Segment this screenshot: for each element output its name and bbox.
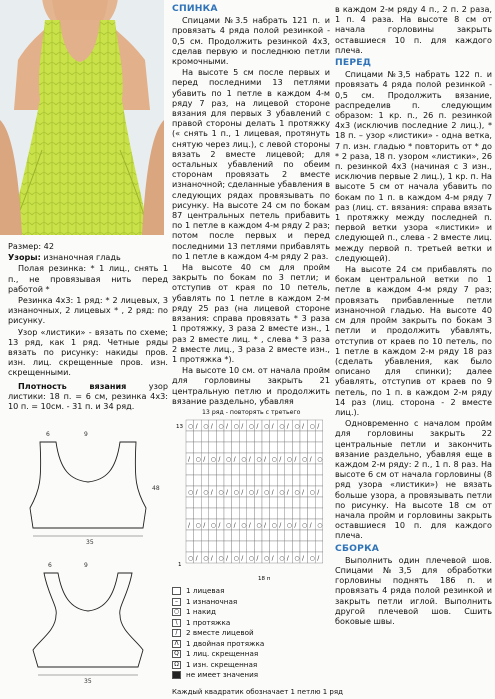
chart-cell	[277, 442, 285, 453]
skp-symbol-icon: \	[172, 619, 181, 627]
chart-symbol: ○	[279, 423, 285, 430]
chart-cell	[209, 442, 217, 453]
chart-symbol: ○	[195, 456, 201, 463]
back-p4: На высоте 10 см. от начала пройм для горловины закрыть 21 центральную петлю и продолжить вязание раздельно, убавляя	[172, 365, 330, 406]
chart-symbol: ○	[188, 555, 194, 562]
chart-cell	[277, 464, 285, 475]
chart-cell	[247, 497, 255, 508]
chart-cell	[254, 442, 262, 453]
chart-cell	[292, 508, 300, 519]
chart-cell	[216, 442, 224, 453]
chart-symbol: ○	[294, 489, 300, 496]
chart-cell	[239, 475, 247, 486]
chart-symbol: /	[248, 456, 251, 463]
chart-symbol: ○	[203, 555, 209, 562]
chart-symbol: ○	[302, 522, 308, 529]
legend-item: ○ 1 накид	[173, 607, 216, 616]
chart-symbol: ○	[309, 555, 315, 562]
chart-cell	[201, 442, 209, 453]
chart-cell	[232, 442, 240, 453]
chart-symbol: ○	[264, 489, 270, 496]
chart-symbol: /	[264, 522, 267, 529]
chart-symbol: ○	[309, 489, 315, 496]
chart-symbol: ○	[302, 456, 308, 463]
chart-cell	[315, 497, 323, 508]
chart-symbol: /	[248, 522, 251, 529]
chart-symbol: /	[203, 456, 206, 463]
chart-cell	[292, 442, 300, 453]
chart-symbol: /	[241, 489, 244, 496]
chart-symbol: /	[302, 423, 305, 430]
chart-cell	[285, 475, 293, 486]
chart-cell	[262, 464, 270, 475]
chart-symbol: ○	[271, 456, 277, 463]
chart-cell	[201, 530, 209, 541]
knit-symbol-icon	[172, 587, 181, 595]
chart-symbol: /	[210, 489, 213, 496]
chart-symbol: ○	[317, 522, 323, 529]
chart-cell	[239, 442, 247, 453]
chart-cell	[315, 475, 323, 486]
chart-symbol: /	[210, 555, 213, 562]
size-line: Размер: 42	[8, 241, 54, 251]
chart-symbol: ○	[264, 555, 270, 562]
chart-cell	[201, 475, 209, 486]
chart-cell	[186, 508, 194, 519]
chart-symbol: ○	[233, 555, 239, 562]
back-continuation: в каждом 2-м ряду 4 п., 2 п. 2 раза, 1 п. 4 раза. На высоте 8 см от начала горловины закрыть оставшиеся 10 п. для каждого плеча.	[335, 4, 492, 55]
chart-cell	[216, 497, 224, 508]
chart-symbol: /	[302, 489, 305, 496]
chart-symbol: /	[294, 522, 297, 529]
chart-symbol: ○	[218, 423, 224, 430]
front-p1: Спицами №3,5 набрать 122 п. и провязать 4 ряда полой резинкой - 0,5 см. Продолжить вязание, распределив п. следующим образом: 1 кр. п., 26 п. резинкой 4х3 (исключив последние 2 лиц.), * 18 п. – узор «листики» - одна ветка, 7 п. изн. гладью * повторить от * до * 2 раза, 18 п. узором «листики», 26 п. резинкой 4х3 (начиная с 3 изн., исключив первые 2 лиц.), 1 кр. п. На высоте 5 см от начала убавить по бокам по 1 п. в каждом 4-м ряду 7 раз (лиц. ст. вязания: справа вязать 1 протяжку между последней п. первой ветки узора «листики» и следующей п., слева - 2 вместе лиц. между первой п. третьей ветки и следующей).	[335, 69, 493, 263]
chart-symbol: /	[271, 489, 274, 496]
chart-cell	[270, 431, 278, 442]
chart-symbol: /	[188, 456, 191, 463]
chart-width-label: 18 п	[258, 576, 271, 582]
chart-cell	[315, 431, 323, 442]
chart-cell	[308, 541, 316, 552]
chart-title: 13 ряд - повторять с третьего	[202, 409, 301, 416]
chart-symbol: ○	[210, 456, 217, 463]
chart-cell	[201, 431, 209, 442]
chart-cell	[239, 530, 247, 541]
chart-cell	[300, 431, 308, 442]
chart-cell	[247, 431, 255, 442]
chart-cell	[247, 541, 255, 552]
back-title: СПИНКА	[172, 3, 218, 14]
chart-cell	[277, 431, 285, 442]
chart-symbol: /	[241, 555, 244, 562]
chart-symbol: ○	[279, 555, 285, 562]
legend-item: не имеет значения	[172, 670, 334, 681]
chart-symbol: /	[271, 423, 274, 430]
chart-row-top: 13	[176, 424, 183, 430]
chart-cell	[216, 541, 224, 552]
chart-cell	[239, 464, 247, 475]
chart-cell	[308, 442, 316, 453]
chart-cell	[239, 431, 247, 442]
chart-cell	[285, 530, 293, 541]
chart-cell	[292, 464, 300, 475]
chart-cell	[300, 475, 308, 486]
chart-cell	[300, 541, 308, 552]
chart-symbol: ○	[248, 555, 255, 562]
chart-cell	[247, 475, 255, 486]
chart-symbol: ○	[233, 423, 239, 430]
back-schematic	[8, 420, 168, 550]
chart-symbol: ○	[271, 522, 277, 529]
chart-cell	[209, 508, 217, 519]
knitted-top-illustration	[0, 0, 164, 235]
chart-cell	[232, 475, 240, 486]
chart-cell	[224, 497, 232, 508]
chart-cell	[315, 530, 323, 541]
chart-cell	[254, 475, 262, 486]
chart-symbol: ○	[256, 456, 262, 463]
left-column	[8, 241, 168, 412]
chart-symbol: ○	[233, 489, 239, 496]
chart-symbol: /	[317, 423, 320, 430]
chart-cell	[270, 530, 278, 541]
chart-symbol: /	[294, 456, 297, 463]
chart-symbol: ○	[210, 522, 217, 529]
chart-cell	[209, 541, 217, 552]
chart-cell	[300, 530, 308, 541]
chart-symbol: ○	[241, 522, 247, 529]
front-neck-label: 9	[84, 562, 88, 569]
chart-symbol: /	[286, 489, 289, 496]
chart-cell	[270, 464, 278, 475]
chart-cell	[186, 475, 194, 486]
chart-cell	[254, 431, 262, 442]
chart-cell	[216, 475, 224, 486]
chart-symbol: ○	[188, 489, 194, 496]
chart-cell	[262, 475, 270, 486]
chart-cell	[292, 475, 300, 486]
chart-cell	[277, 530, 285, 541]
chart-cell	[277, 508, 285, 519]
chart-cell	[262, 442, 270, 453]
chart-symbol: /	[271, 555, 274, 562]
chart-symbol: ○	[195, 522, 201, 529]
chart-cell	[224, 464, 232, 475]
chart-symbol: /	[195, 423, 198, 430]
back-neck-label: 9	[84, 431, 88, 438]
chart-cell	[201, 541, 209, 552]
chart-cell	[194, 497, 202, 508]
chart-cell	[209, 464, 217, 475]
chart-cell	[254, 541, 262, 552]
chart-cell	[194, 442, 202, 453]
chart-cell	[201, 508, 209, 519]
chart-cell	[315, 464, 323, 475]
chart-symbol: ○	[226, 456, 232, 463]
chart-cell	[209, 475, 217, 486]
chart-symbol: /	[233, 522, 236, 529]
front-p2: На высоте 24 см прибавлять по бокам центральной ветки по 1 петле в каждом 4-м ряду 7 раз; провязать прибавленные петли изнаночной гладью. На высоте 40 см для пройм закрыть по бокам 3 петли и продолжить убавлять, отступив от краев по 10 петель, по 1 петле в каждом 2-м ряду 18 раз (сделать убавления, как было описано для спинки); далее убавлять, отступив от краев по 9 петель, по 1 п. в каждом 2-м ряду 14 раз (лиц. сторона - 2 вместе лиц.).	[335, 264, 492, 417]
back-p2: На высоте 5 см после первых и перед последними 13 петлями убавить по 1 петле в каждом 4-м ряду 7 раз, на лицевой стороне вязания для первых 3 убавлений с правой стороны делать 1 протяжку (« снять 1 п., 1 лицевая, протянуть снятую через лиц.), с левой стороны вязать 2 вместе лицевой; для остальных убавлений по обеим сторонам провязать 2 вместе изнаночной; сделанные убавления в следующих рядах провязывать по рисунку. На высоте 24 см по бокам 87 центральных петель прибавить по 1 петле в каждом 4-м ряду 2 раз; потом после первых и перед последними 13 петлями прибавлять по 1 петле в каждом 4-м ряду 2 раз.	[172, 67, 330, 261]
chart-cell	[239, 541, 247, 552]
chart-symbol: /	[309, 456, 312, 463]
chart-cell	[194, 464, 202, 475]
chart-cell	[224, 508, 232, 519]
chart-cell	[308, 431, 316, 442]
chart-cell	[285, 442, 293, 453]
legend-item: Q 1 лиц. скрещенная	[172, 649, 334, 660]
chart-cell	[254, 497, 262, 508]
chart-cell	[254, 530, 262, 541]
front-title: ПЕРЕД	[335, 57, 372, 69]
chart-symbol: /	[317, 489, 320, 496]
chart-cell	[308, 508, 316, 519]
chart-symbol: /	[226, 489, 229, 496]
k2tog-symbol-icon: /	[172, 629, 181, 637]
chart-cell	[300, 464, 308, 475]
chart-cell	[315, 508, 323, 519]
front-shoulder-label: 6	[48, 562, 52, 569]
chart-cell	[216, 530, 224, 541]
chart-symbol: ○	[294, 423, 300, 430]
chart-symbol: ○	[226, 522, 232, 529]
chart-cell	[285, 431, 293, 442]
chart-cell	[186, 442, 194, 453]
chart-cell	[201, 497, 209, 508]
chart-cell	[209, 530, 217, 541]
chart-cell	[315, 442, 323, 453]
chart-cell	[270, 541, 278, 552]
chart-symbol: ○	[218, 489, 224, 496]
chart-symbol: /	[195, 489, 198, 496]
chart-symbol: /	[188, 522, 191, 529]
chart-cell	[209, 497, 217, 508]
purl-symbol-icon: –	[172, 598, 181, 606]
chart-cell	[254, 508, 262, 519]
chart-cell	[308, 497, 316, 508]
legend-item: – 1 изнаночная	[172, 597, 334, 608]
chart-symbol: ○	[279, 489, 285, 496]
chart-symbol: ○	[218, 555, 224, 562]
chart-symbol: ○	[309, 423, 315, 430]
chart-cell	[277, 497, 285, 508]
assembly-title: СБОРКА	[335, 542, 380, 554]
yarn-over-symbol-icon: ○	[173, 608, 180, 616]
chart-cell	[308, 475, 316, 486]
chart-symbol: /	[309, 522, 312, 529]
back-shoulder-label: 6	[46, 431, 50, 438]
legend-item: Ω 1 изн. скрещенная	[172, 660, 334, 671]
chart-symbol: /	[256, 423, 259, 430]
chart-cell	[308, 530, 316, 541]
chart-cell	[270, 497, 278, 508]
chart-cell	[194, 475, 202, 486]
chart-cell	[308, 464, 316, 475]
chart-symbol: /	[226, 555, 229, 562]
chart-symbol: /	[226, 423, 229, 430]
density-paragraph: Плотность вязания узор листики: 18 п. = 6 см, резинка 4х3: 10 п. = 10см. - 31 п. и 34 ряд.	[8, 380, 168, 412]
chart-symbol: ○	[317, 456, 323, 463]
chart-cell	[232, 497, 240, 508]
chart-cell	[262, 431, 270, 442]
twisted-knit-symbol-icon: Q	[172, 650, 181, 658]
chart-cell	[224, 541, 232, 552]
chart-symbol: ○	[286, 522, 293, 529]
chart-symbol: /	[302, 555, 305, 562]
chart-symbol: /	[218, 456, 221, 463]
chart-cell	[232, 431, 240, 442]
chart-cell	[224, 431, 232, 442]
chart-cell	[224, 442, 232, 453]
no-stitch-symbol-icon	[172, 671, 181, 679]
chart-symbol: /	[256, 555, 259, 562]
chart-cell	[186, 464, 194, 475]
chart-cell	[277, 541, 285, 552]
chart-symbol: /	[203, 522, 206, 529]
chart-symbol: ○	[241, 456, 247, 463]
chart-legend	[172, 586, 334, 681]
chart-cell	[262, 541, 270, 552]
chart-cell	[285, 464, 293, 475]
chart-grid	[172, 406, 330, 586]
chart-cell	[262, 497, 270, 508]
chart-cell	[292, 541, 300, 552]
chart-symbol: /	[264, 456, 267, 463]
chart-symbol: ○	[188, 423, 194, 430]
chart-cell	[186, 541, 194, 552]
chart-symbol: ○	[203, 423, 209, 430]
chart-cell	[216, 431, 224, 442]
chart-cell	[232, 530, 240, 541]
chart-cell	[300, 442, 308, 453]
chart-symbol: /	[286, 555, 289, 562]
chart-cell	[285, 497, 293, 508]
rib11-paragraph: Полая резинка: * 1 лиц., снять 1 п., не провязывая нить перед работой *	[8, 263, 168, 294]
chart-cell	[216, 508, 224, 519]
chart-cell	[239, 497, 247, 508]
chart-cell	[292, 497, 300, 508]
chart-symbol: /	[195, 555, 198, 562]
chart-cell	[300, 497, 308, 508]
chart-cell	[194, 530, 202, 541]
chart-cell	[285, 541, 293, 552]
chart-cell	[270, 475, 278, 486]
legend-item: Λ 1 двойная протяжка	[172, 639, 334, 650]
chart-cell	[224, 530, 232, 541]
double-decrease-symbol-icon: Λ	[172, 640, 181, 648]
chart-cell	[194, 508, 202, 519]
middle-column	[172, 4, 330, 407]
back-p1: Спицами №3.5 набрать 121 п. и провязать 4 ряда полой резинкой - 0,5 см. Продолжить резинкой 4х3, сделав первую и последнюю петли кромочными.	[172, 15, 330, 67]
leaf-paragraph: Узор «листики» - вязать по схеме; 13 ряд, как 1 ряд. Четные ряды вязать по рисунку: накиды пров. изн. лиц. скрещенные пров. изн. скрещенными.	[8, 326, 169, 378]
chart-cell	[292, 530, 300, 541]
chart-cell	[254, 464, 262, 475]
chart-cell	[232, 541, 240, 552]
chart-symbol: ○	[264, 423, 270, 430]
chart-cell	[186, 431, 194, 442]
chart-cell	[216, 464, 224, 475]
chart-cell	[186, 530, 194, 541]
chart-symbol: /	[286, 423, 289, 430]
chart-cell	[209, 431, 217, 442]
legend-item: / 2 вместе лицевой	[172, 628, 334, 639]
back-p3: На высоте 40 см для пройм закрыть по бокам по 3 петли; и отступив от края по 10 петель, убавлять по 1 петле в каждом 2-м ряду 25 раз (на лицевой стороне вязания: справа провязать * 3 раза 1 протяжку, 3 раза 2 вместе изн., 1 раз 2 вместе лиц. * , слева * 3 раза 2 вместе лиц., 3 раза 2 вместе изн., 1 протяжка *).	[172, 262, 330, 364]
chart-cell	[270, 442, 278, 453]
chart-symbol: /	[256, 489, 259, 496]
legend-item: \ 1 протяжка	[172, 618, 334, 629]
chart-cell	[277, 475, 285, 486]
chart-row-bottom: 1	[178, 562, 182, 568]
chart-cell	[186, 497, 194, 508]
rib43-paragraph: Резинка 4х3: 1 ряд: * 2 лицевых, 3 изнаночных, 2 лицевых * , 2 ряд: по рисунку.	[8, 295, 168, 326]
model-photo	[0, 0, 164, 235]
chart-cell	[232, 508, 240, 519]
right-column	[335, 4, 492, 627]
chart-symbol: ○	[248, 489, 255, 496]
legend-note: Каждый квадратик обозначает 1 петлю 1 ряд	[172, 688, 343, 696]
chart-symbol: /	[218, 522, 221, 529]
chart-symbol: ○	[294, 555, 300, 562]
patterns-line: Узоры: изнаночная гладь	[8, 252, 121, 263]
chart-symbol: /	[279, 522, 282, 529]
chart-symbol: ○	[203, 489, 209, 496]
back-width-label: 35	[86, 539, 94, 546]
chart-cell	[300, 508, 308, 519]
chart-symbol: /	[279, 456, 282, 463]
chart-symbol: ○	[286, 456, 293, 463]
chart-cell	[247, 464, 255, 475]
chart-cell	[232, 464, 240, 475]
chart-cell	[315, 541, 323, 552]
chart-cell	[239, 508, 247, 519]
chart-cell	[285, 508, 293, 519]
chart-cell	[194, 541, 202, 552]
chart-cell	[224, 475, 232, 486]
chart-symbol: /	[233, 456, 236, 463]
front-schematic	[8, 555, 168, 690]
legend-item: 1 лицевая	[172, 586, 334, 597]
chart-cell	[247, 530, 255, 541]
chart-symbol: ○	[248, 423, 255, 430]
chart-cell	[194, 431, 202, 442]
chart-symbol: /	[317, 555, 320, 562]
chart-cell	[247, 442, 255, 453]
chart-cell	[292, 431, 300, 442]
chart-symbol: /	[210, 423, 213, 430]
twisted-purl-symbol-icon: Ω	[172, 661, 181, 669]
back-height-label: 48	[152, 485, 160, 492]
chart-cell	[247, 508, 255, 519]
chart-cell	[270, 508, 278, 519]
chart-cell	[262, 508, 270, 519]
chart-cell	[201, 464, 209, 475]
chart-symbol: ○	[256, 522, 262, 529]
knitting-chart	[172, 406, 330, 586]
front-p3: Одновременно с началом пройм для горловины закрыть 22 центральные петли и закончить вязание раздельно, убавляя еще в каждом 2-м ряду: 2 п., 1 п. 8 раз. На высоте 6 см от начала горловины (8 ряд узора «листики») не вязать больше узора, а провязывать петли по рисунку. На высоте 18 см от начала пройм и горловины закрыть оставшиеся 10 п. для каждого плеча.	[335, 418, 492, 541]
front-width-label: 35	[84, 678, 92, 685]
assembly-p1: Выполнить один плечевой шов. Спицами №3,5 для обработки горловины поднять 186 п. и провязать 4 ряда полой резинкой и закрыть петли иглой. Выполнить другой плечевой шов. Сшить боковые швы.	[335, 554, 492, 626]
chart-cell	[262, 530, 270, 541]
chart-symbol: /	[241, 423, 244, 430]
